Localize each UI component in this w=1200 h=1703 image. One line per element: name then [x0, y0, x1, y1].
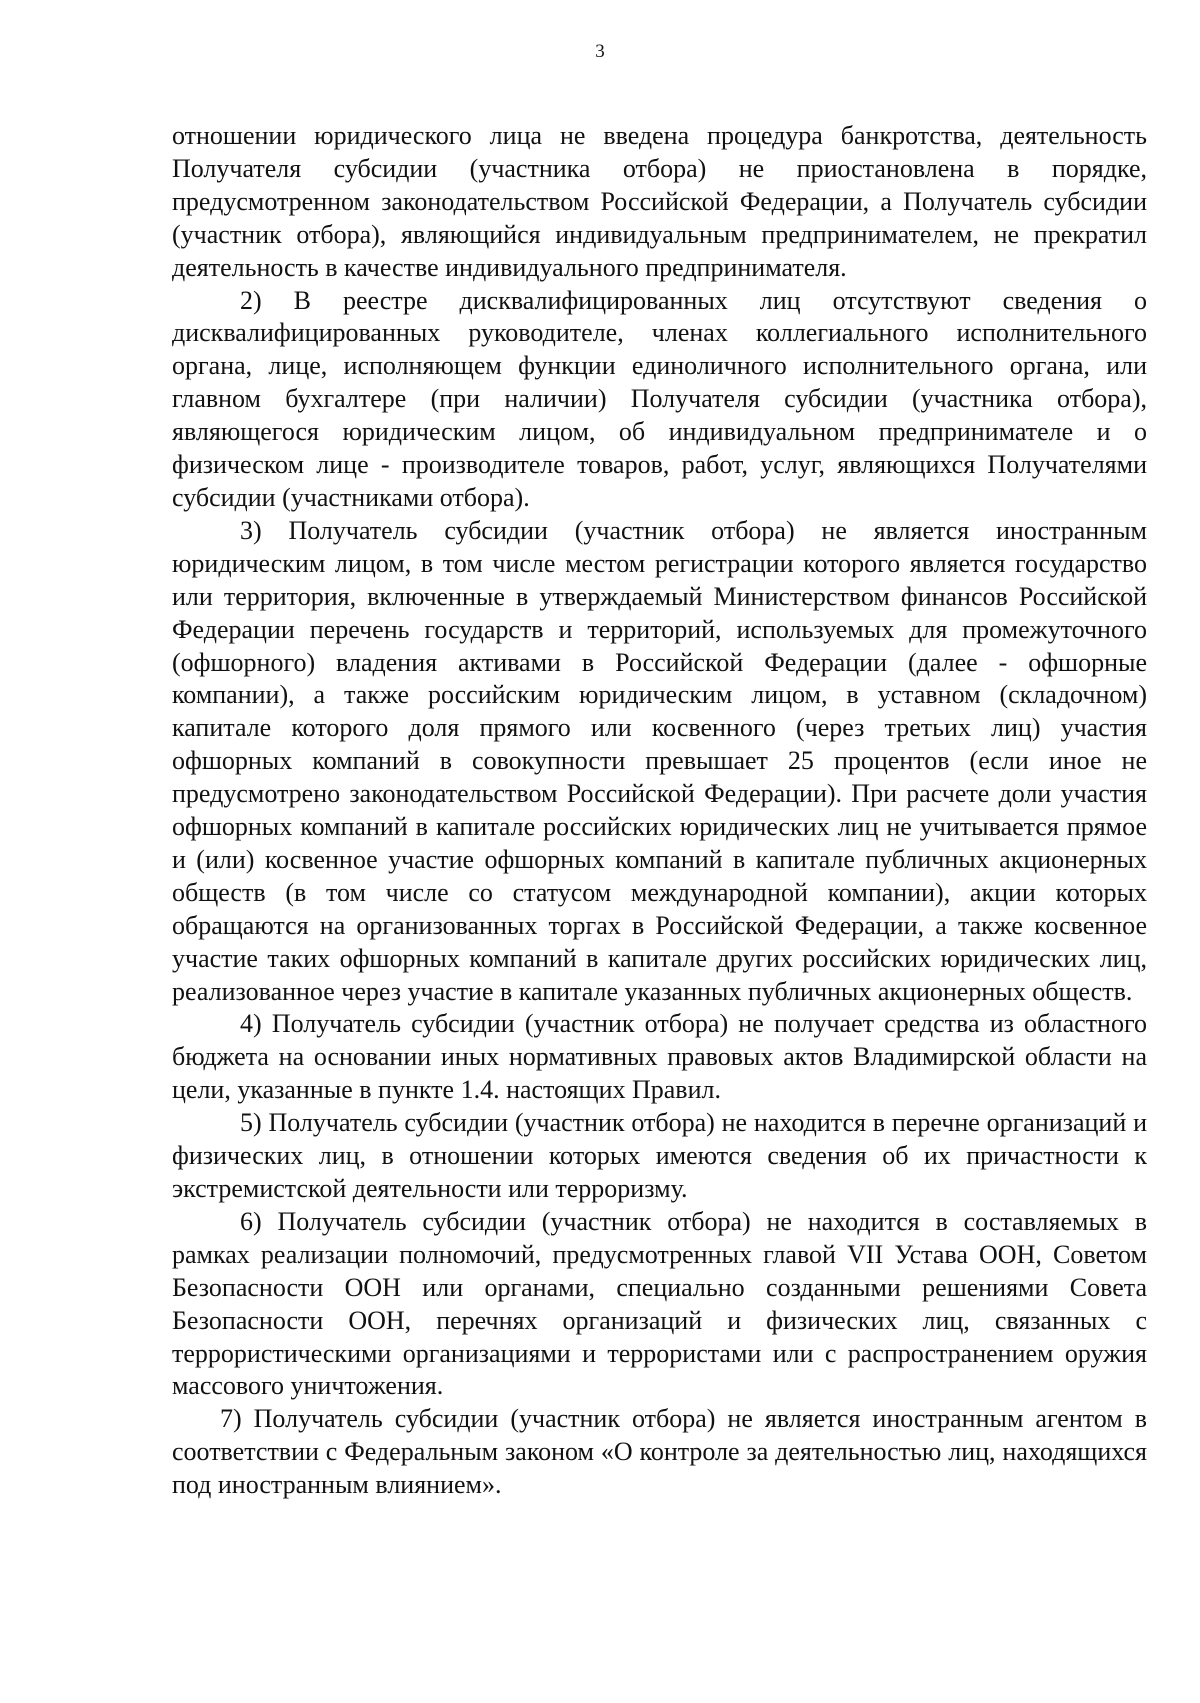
paragraph-item-3: 3) Получатель субсидии (участник отбора) не является иностранным юридическим лицом, в том числе местом регистрации которого является государство или территория, включенные в утверждаемый Министерством финансов Российской Федерации перечень государств и территорий, используемых для промежуточного (офшорного) владения активами в Российской Федерации (далее - офшорные компании), а также российским юридическим лицом, в уставном (складочном) капитале которого доля прямого или косвенного (через третьих лиц) участия офшорных компаний в совокупности превышает 25 процентов (если иное не предусмотрено законодательством Российской Федерации). При расчете доли участия офшорных компаний в капитале российских юридических лиц не учитывается прямое и (или) косвенное участие офшорных компаний в капитале публичных акционерных обществ (в том числе со статусом международной компании), акции которых обращаются на организованных торгах в Российской Федерации, а также косвенное участие таких офшорных компаний в капитале других российских юридических лиц, реализованное через участие в капитале указанных публичных акционерных обществ.: [172, 515, 1147, 1006]
paragraph-item-2: 2) В реестре дисквалифицированных лиц отсутствуют сведения о дисквалифицированных руководителе, членах коллегиального исполнительного органа, лице, исполняющем функции единоличного исполнительного органа, или главном бухгалтере (при наличии) Получателя субсидии (участника отбора), являющегося юридическим лицом, об индивидуальном предпринимателе и о физическом лице - производителе товаров, работ, услуг, являющихся Получателями субсидии (участниками отбора).: [172, 285, 1147, 512]
paragraph-item-7: 7) Получатель субсидии (участник отбора) не является иностранным агентом в соответствии с Федеральным законом «О контроле за деятельностью лиц, находящихся под иностранным влиянием».: [172, 1404, 1147, 1500]
document-body: [172, 120, 1147, 1502]
paragraph-item-6: 6) Получатель субсидии (участник отбора) не находится в составляемых в рамках реализации полномочий, предусмотренных главой VII Устава ООН, Советом Безопасности ООН или органами, специально созданными решениями Совета Безопасности ООН, перечнях организаций и физических лиц, связанных с террористическими организациями и террористами или с распространением оружия массового уничтожения.: [172, 1206, 1147, 1401]
page-number: 3: [595, 41, 605, 62]
paragraph-item-5: 5) Получатель субсидии (участник отбора) не находится в перечне организаций и физических лиц, в отношении которых имеются сведения об их причастности к экстремистской деятельности или терроризму.: [172, 1108, 1147, 1203]
paragraph-item-4: 4) Получатель субсидии (участник отбора) не получает средства из областного бюджета на основании иных нормативных правовых актов Владимирской области на цели, указанные в пункте 1.4. настоящих Правил.: [172, 1009, 1147, 1105]
paragraph-continuation: отношении юридического лица не введена процедура банкротства, деятельность Получателя субсидии (участника отбора) не приостановлена в порядке, предусмотренном законодательством Российской Федерации, а Получатель субсидии (участник отбора), являющийся индивидуальным предпринимателем, не прекратил деятельность в качестве индивидуального предпринимателя.: [172, 121, 1147, 282]
